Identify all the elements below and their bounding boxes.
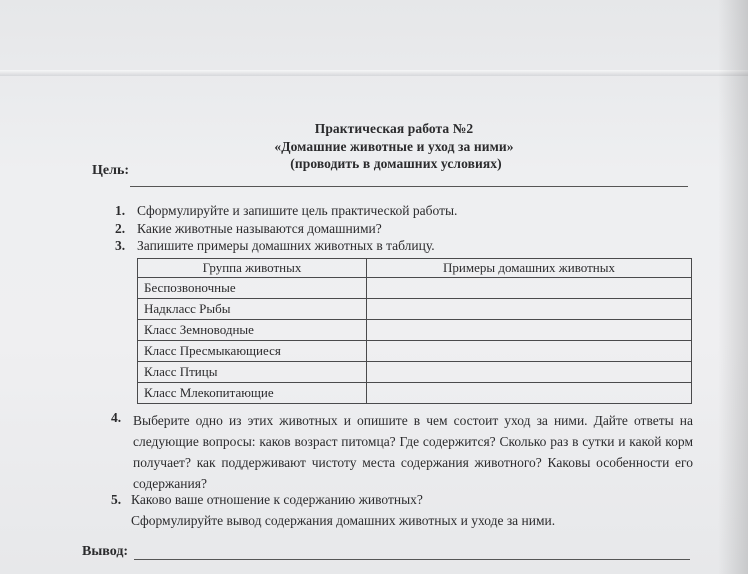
task-number: 5. <box>111 492 122 507</box>
table-row <box>138 362 692 383</box>
examples-cell[interactable] <box>367 278 692 299</box>
goal-label: Цель: <box>92 163 130 178</box>
paper-fold <box>0 70 748 76</box>
examples-cell[interactable] <box>367 362 692 383</box>
task-number: 4. <box>111 410 122 425</box>
task-item <box>115 201 458 221</box>
group-cell: Беспозвоночные <box>138 278 367 299</box>
task-text: Какие животные называются домашними? <box>137 221 382 236</box>
group-cell: Класс Птицы <box>138 362 367 383</box>
task-text: Сформулируйте и запишите цель практической работы. <box>137 203 458 218</box>
task-text: Запишите примеры домашних животных в таблицу. <box>137 238 435 253</box>
examples-cell[interactable] <box>367 320 692 341</box>
goal-answer-line[interactable] <box>130 186 688 187</box>
table-row <box>138 278 692 299</box>
column-header-group: Группа животных <box>138 259 367 278</box>
worksheet-title: Практическая работа №2 <box>314 121 474 136</box>
table-row <box>138 341 692 362</box>
group-cell: Надкласс Рыбы <box>138 299 367 320</box>
column-header-examples: Примеры домашних животных <box>367 259 692 278</box>
examples-cell[interactable] <box>367 383 692 404</box>
task-text: Выберите одно из этих животных и опишите в чем состоит уход за ними. Дайте ответы на следующие вопросы: каков возраст питомца? Где содержится? Сколько раз в сутки и какой корм получает? как поддерживают чистоту места содержания животного? Каковы особенности его содержания? <box>133 413 693 491</box>
conclusion-answer-line[interactable] <box>134 559 690 560</box>
table-header-row <box>138 259 692 278</box>
page-shadow <box>718 0 748 574</box>
conclusion-label: Вывод: <box>82 544 129 559</box>
task-number: 1. <box>115 203 126 218</box>
group-cell: Класс Млекопитающие <box>138 383 367 404</box>
task-number: 3. <box>115 238 126 253</box>
task-item <box>115 236 435 256</box>
task-instruction: Сформулируйте вывод содержания домашних животных и уходе за ними. <box>131 513 556 528</box>
group-cell: Класс Земноводные <box>138 320 367 341</box>
worksheet-subtitle: «Домашние животные и уход за ними» <box>274 139 514 154</box>
examples-cell[interactable] <box>367 299 692 320</box>
task-text: Каково ваше отношение к содержанию животных? <box>131 492 423 507</box>
animals-table <box>137 258 692 404</box>
task-number: 2. <box>115 221 126 236</box>
examples-cell[interactable] <box>367 341 692 362</box>
table-row <box>138 383 692 404</box>
table-row <box>138 320 692 341</box>
worksheet-note: (проводить в домашних условиях) <box>290 156 502 171</box>
table-row <box>138 299 692 320</box>
group-cell: Класс Пресмыкающиеся <box>138 341 367 362</box>
